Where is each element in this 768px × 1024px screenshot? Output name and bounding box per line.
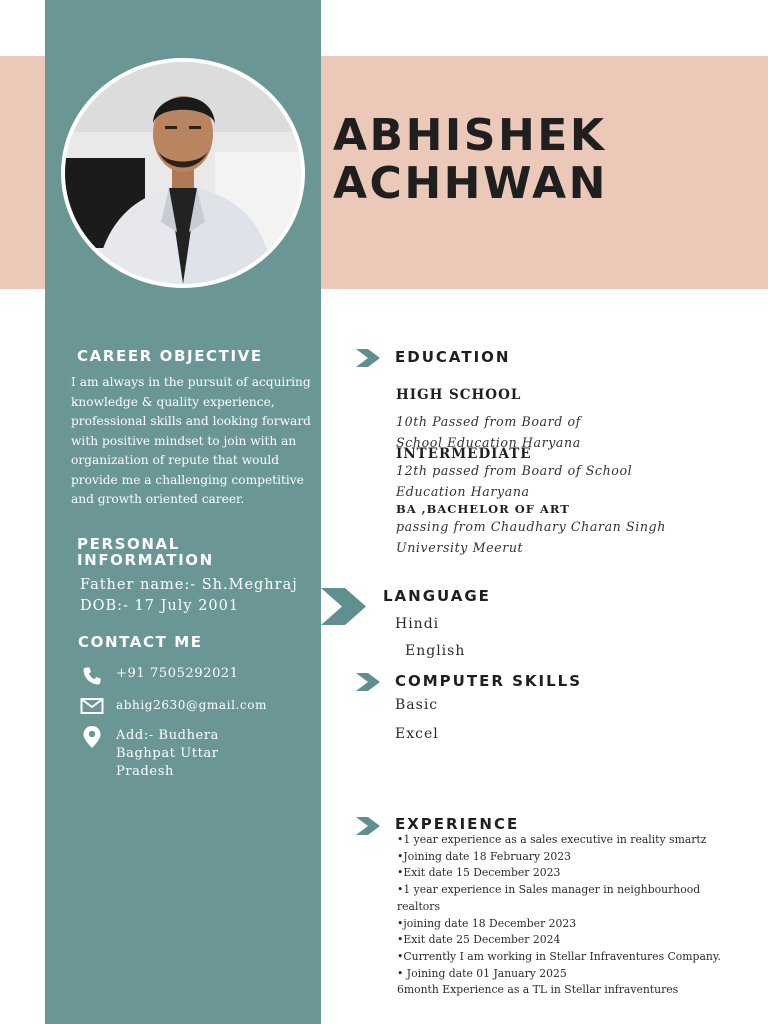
- skill-item-excel: Excel: [395, 726, 439, 742]
- intermediate-title: INTERMEDIATE: [396, 446, 532, 462]
- language-item-hindi: Hindi: [395, 616, 440, 632]
- contact-heading: CONTACT ME: [78, 633, 203, 651]
- ba-title: BA ,BACHELOR OF ART: [396, 502, 570, 516]
- chevron-skills-icon: [356, 673, 380, 691]
- profile-photo: [61, 58, 305, 288]
- education-heading: EDUCATION: [395, 348, 511, 366]
- first-name: ABHISHEK: [333, 110, 607, 161]
- experience-item: •1 year experience as a sales executive in reality smartz: [397, 833, 707, 846]
- experience-item: 6month Experience as a TL in Stellar infraventures: [397, 983, 679, 997]
- candidate-name: [333, 112, 608, 208]
- ba-text: passing from Chaudhary Charan Singh University Meerut: [396, 519, 666, 555]
- computer-skills-heading: COMPUTER SKILLS: [395, 672, 583, 690]
- high-school-text: 10th Passed from Board of School Education Haryana: [396, 414, 581, 450]
- personal-info-heading-line1: PERSONAL: [77, 535, 180, 553]
- last-name: ACHHWAN: [333, 158, 608, 209]
- experience-item: • Joining date 01 January 2025: [397, 966, 567, 980]
- experience-item: •joining date 18 December 2023: [397, 916, 577, 930]
- high-school-title: HIGH SCHOOL: [396, 387, 522, 403]
- personal-info-heading-line2: INFORMATION: [77, 551, 214, 569]
- experience-list: [397, 832, 737, 999]
- language-item-english: English: [405, 643, 466, 659]
- experience-item: •Joining date 18 February 2023: [397, 849, 571, 863]
- experience-item: •1 year experience in Sales manager in neighbourhood realtors: [397, 883, 701, 913]
- address: Add:- Budhera Baghpat Uttar Pradesh: [116, 728, 220, 779]
- date-of-birth: DOB:- 17 July 2001: [80, 598, 240, 614]
- chevron-education-icon: [356, 349, 380, 367]
- phone-icon: [80, 664, 104, 688]
- location-pin-icon: [82, 725, 102, 749]
- chevron-experience-icon: [356, 817, 380, 835]
- chevron-large-icon: [321, 588, 366, 625]
- skill-item-basic: Basic: [395, 697, 439, 713]
- experience-item: •Exit date 25 December 2024: [397, 933, 561, 947]
- phone-number[interactable]: +91 7505292021: [116, 666, 239, 681]
- experience-heading: EXPERIENCE: [395, 815, 520, 833]
- language-heading: LANGUAGE: [383, 587, 491, 605]
- career-objective-text: I am always in the pursuit of acquiring knowledge & quality experience, professional skills and looking forward with positive mindset to join with an organization of repute that would provide me a challenging competitive and growth oriented career.: [71, 375, 311, 506]
- career-objective-heading: CAREER OBJECTIVE: [77, 347, 263, 365]
- experience-item: •Exit date 15 December 2023: [397, 866, 561, 880]
- intermediate-text: 12th passed from Board of School Education Haryana: [396, 463, 633, 499]
- envelope-icon: [80, 694, 104, 718]
- father-name: Father name:- Sh.Meghraj: [80, 577, 298, 593]
- email-address[interactable]: abhig2630@gmail.com: [116, 698, 268, 712]
- experience-item: •Currently I am working in Stellar Infraventures Company.: [397, 949, 721, 963]
